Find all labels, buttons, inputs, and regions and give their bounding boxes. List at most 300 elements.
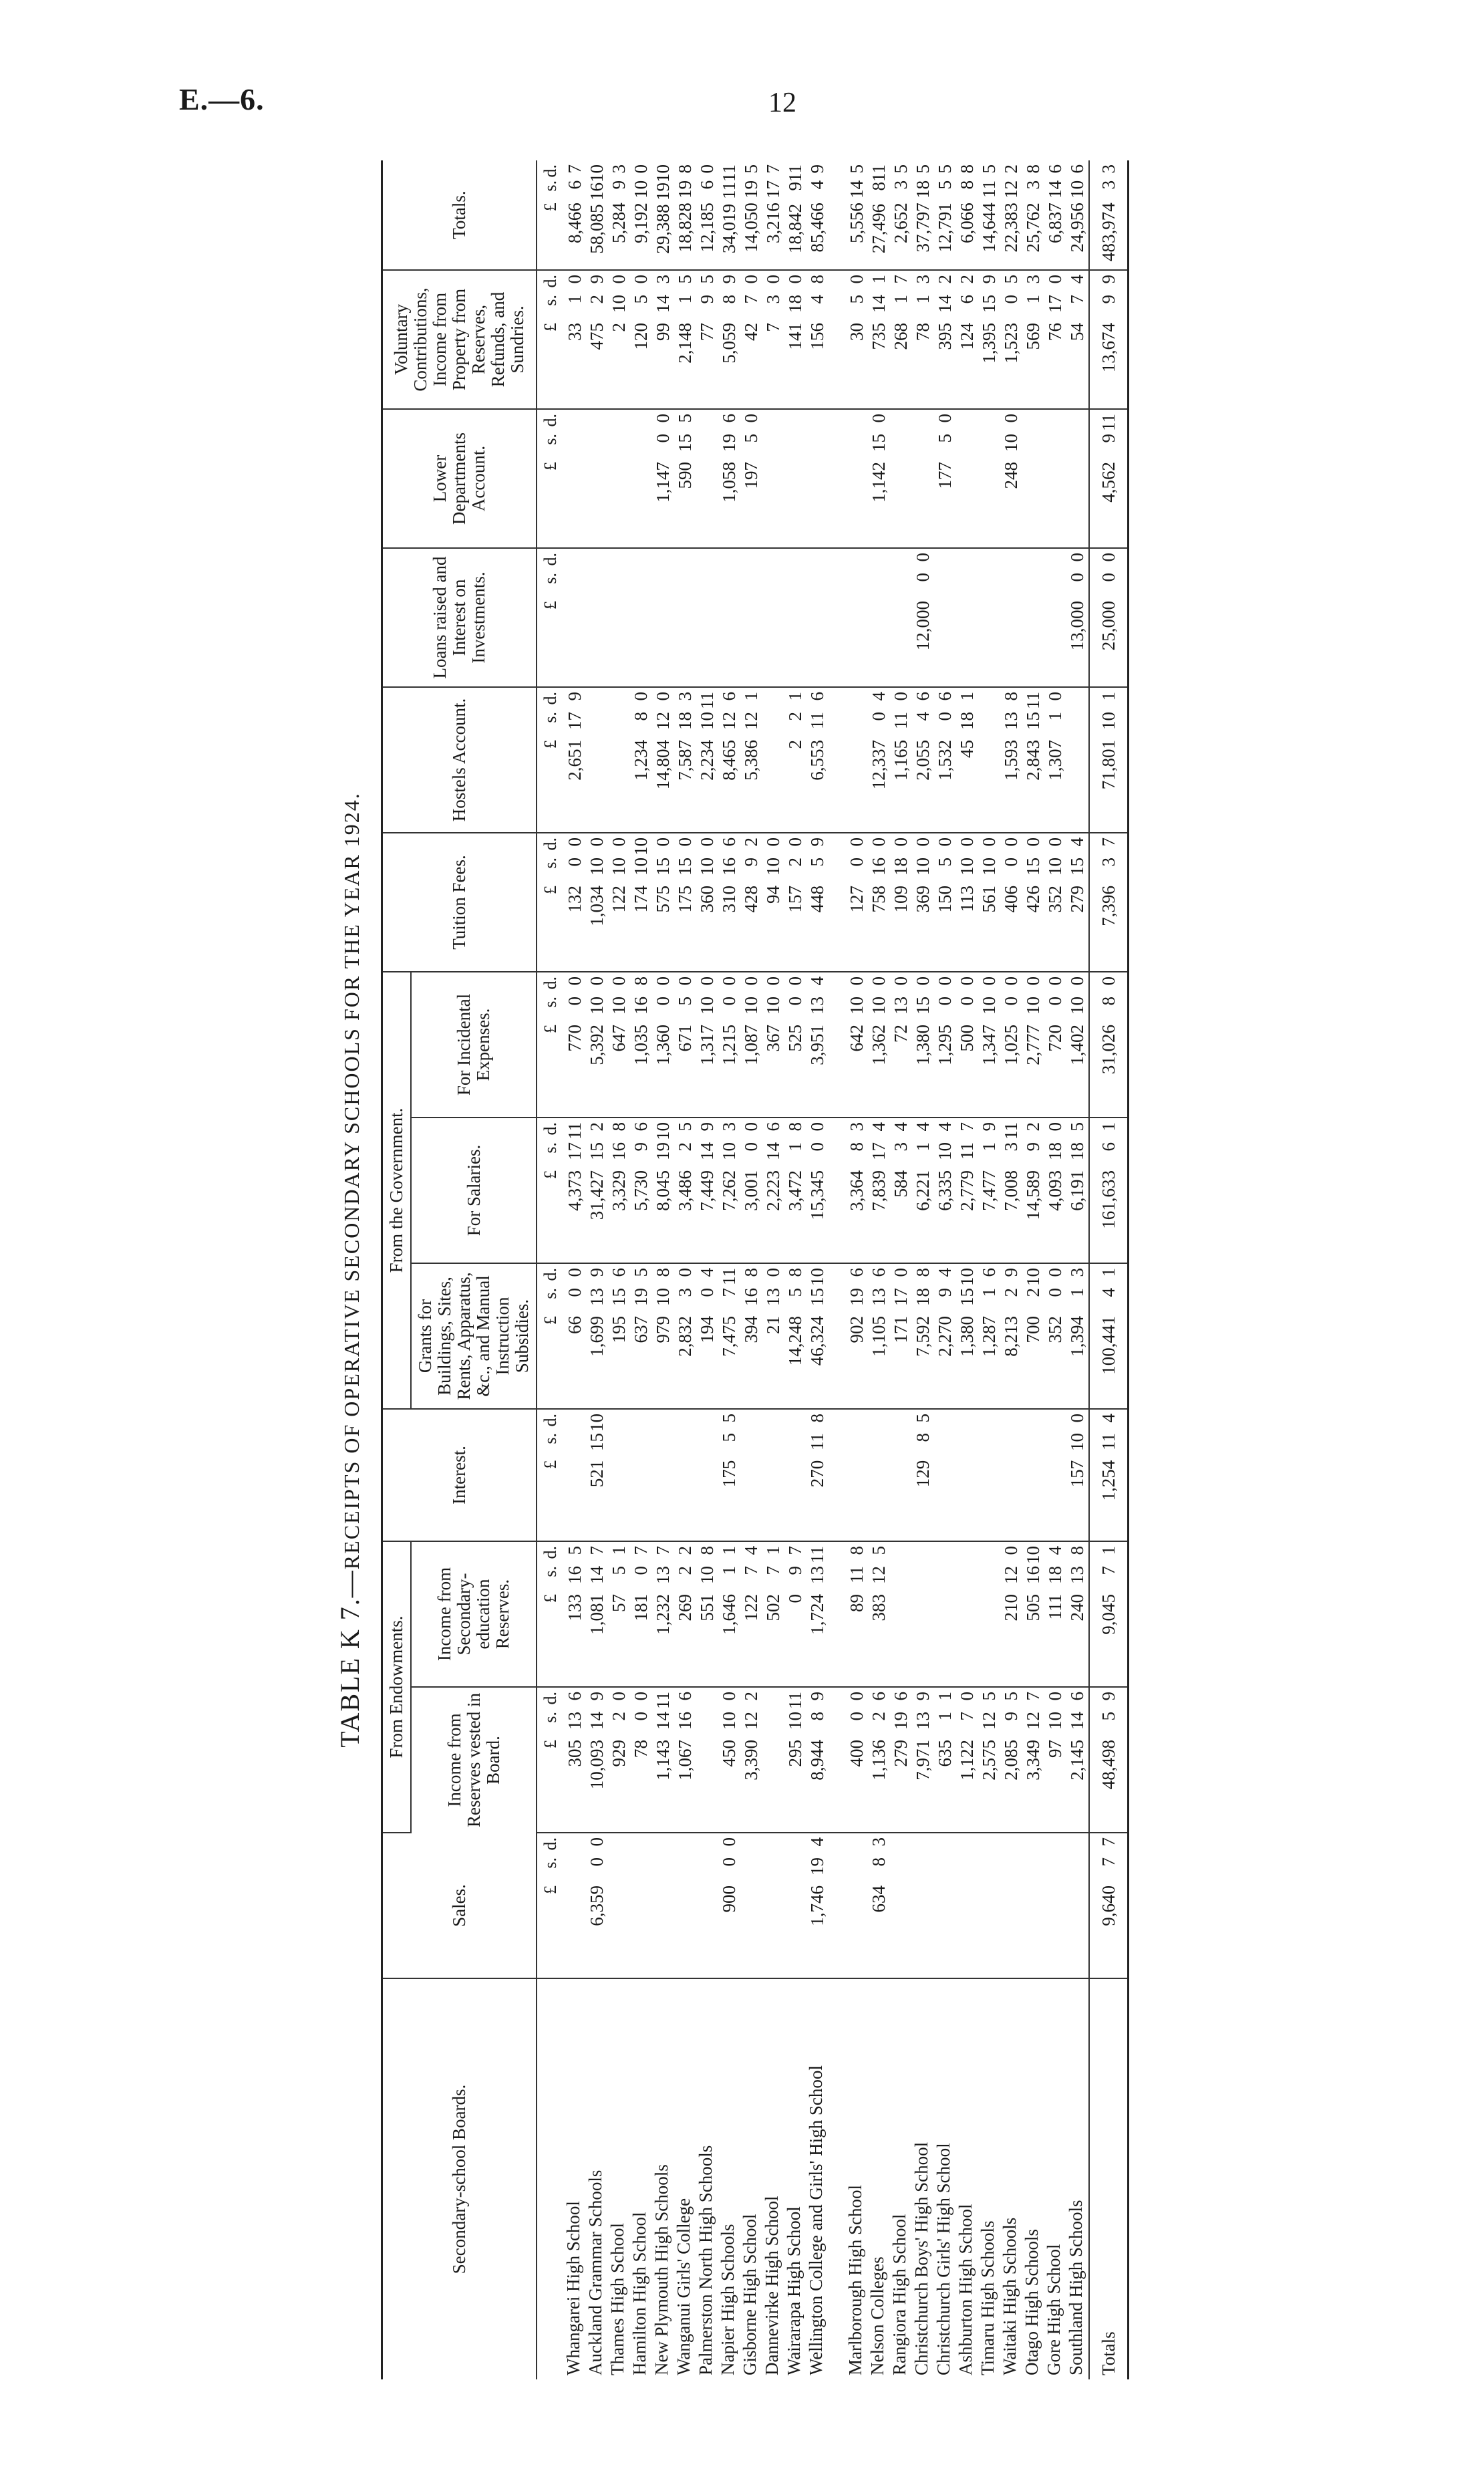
amount-cell bbox=[718, 548, 740, 687]
amount-cell bbox=[1022, 1541, 1044, 1687]
amount-pence: 0 bbox=[1001, 837, 1021, 847]
amount-cell bbox=[1066, 1541, 1089, 1687]
amount-pounds: 194 bbox=[697, 1316, 717, 1343]
amount-pounds: 269 bbox=[675, 1594, 695, 1621]
amount-pounds: 5,284 bbox=[609, 203, 629, 243]
amount-pence: 4 bbox=[1067, 275, 1087, 284]
amount-shillings: 6 bbox=[697, 180, 717, 190]
amount-pence: 0 bbox=[957, 1692, 977, 1701]
amount-pounds: 426 bbox=[1023, 886, 1043, 913]
amount-pounds: 7,396 bbox=[1098, 886, 1119, 926]
amount-pounds: 1,087 bbox=[741, 1025, 761, 1065]
amount-shillings: 9 bbox=[697, 295, 717, 304]
amount-pence: 8 bbox=[913, 1268, 933, 1277]
amount-pence: 1 bbox=[1098, 1546, 1119, 1555]
table-body bbox=[537, 160, 1129, 2379]
amount-cell bbox=[762, 1541, 784, 1687]
amount-pence: 0 bbox=[891, 837, 911, 847]
amount-pounds: 5,730 bbox=[631, 1170, 651, 1211]
amount-pence: 1 bbox=[935, 1692, 955, 1701]
amount-pounds: 635 bbox=[935, 1740, 955, 1767]
amount-shillings: 1 bbox=[913, 1142, 933, 1152]
amount-shillings: 12 bbox=[719, 712, 739, 730]
amount-pounds: £ bbox=[541, 740, 560, 749]
amount-pence: 4 bbox=[935, 1268, 955, 1277]
amount-cell bbox=[806, 548, 829, 687]
col-group-government: From the Government. bbox=[382, 972, 412, 1409]
amount-pence: 0 bbox=[763, 275, 783, 284]
amount-pence: 0 bbox=[1067, 1414, 1087, 1423]
amount-pence: 6 bbox=[763, 1122, 783, 1132]
table-title bbox=[334, 160, 367, 2379]
amount-cell bbox=[934, 1118, 956, 1263]
amount-pounds: 584 bbox=[891, 1170, 911, 1198]
amount-cell bbox=[608, 972, 630, 1118]
amount-pence: d. bbox=[541, 164, 560, 178]
amount-pence: 0 bbox=[869, 837, 889, 847]
amount-pence: 0 bbox=[653, 414, 673, 423]
amount-pounds: 14,050 bbox=[741, 203, 761, 253]
amount-shillings: s. bbox=[541, 712, 560, 723]
amount-shillings: 18 bbox=[1067, 1142, 1087, 1160]
amount-pounds: 12,337 bbox=[869, 740, 889, 790]
amount-pence: 0 bbox=[631, 692, 651, 701]
amount-pounds: 6,335 bbox=[935, 1170, 955, 1211]
amount-shillings: 13 bbox=[807, 1566, 827, 1584]
amount-pence: 0 bbox=[847, 976, 867, 986]
amount-shillings: 9 bbox=[1098, 295, 1119, 304]
amount-shillings: 0 bbox=[869, 712, 889, 721]
amount-pounds: 400 bbox=[847, 1740, 867, 1767]
amount-cell bbox=[762, 548, 784, 687]
amount-cell bbox=[978, 1541, 1000, 1687]
amount-pounds: 33 bbox=[565, 323, 585, 341]
amount-pounds: 127 bbox=[847, 886, 867, 913]
amount-pounds: 5,059 bbox=[719, 323, 739, 364]
amount-shillings: 15 bbox=[609, 1288, 629, 1306]
amount-cell bbox=[868, 972, 890, 1118]
table-row bbox=[890, 160, 912, 2379]
amount-cell bbox=[1044, 160, 1066, 270]
amount-cell bbox=[912, 1687, 934, 1833]
amount-pence: 0 bbox=[763, 1268, 783, 1277]
amount-pounds: 1,593 bbox=[1001, 740, 1021, 781]
amount-cell bbox=[978, 160, 1000, 270]
amount-pence: 10 bbox=[631, 837, 651, 856]
amount-cell bbox=[1066, 1263, 1089, 1409]
amount-pence: 2 bbox=[1001, 164, 1021, 174]
amount-shillings: 10 bbox=[935, 1142, 955, 1160]
amount-shillings: 15 bbox=[957, 1288, 977, 1306]
amount-shillings: 10 bbox=[1067, 180, 1087, 199]
amount-pounds: 450 bbox=[719, 1740, 739, 1767]
amount-pounds: 3,001 bbox=[741, 1170, 761, 1211]
amount-pounds: 157 bbox=[785, 886, 805, 913]
amount-cell bbox=[718, 1833, 740, 1978]
amount-shillings: 7 bbox=[1098, 1857, 1119, 1867]
amount-shillings: 15 bbox=[653, 858, 673, 876]
amount-cell bbox=[784, 1409, 806, 1541]
amount-pence: 6 bbox=[869, 1268, 889, 1277]
amount-cell bbox=[846, 1541, 868, 1687]
amount-cell bbox=[934, 1687, 956, 1833]
amount-cell bbox=[564, 1833, 586, 1978]
amount-pounds: 406 bbox=[1001, 886, 1021, 913]
amount-shillings: 9 bbox=[1023, 1142, 1043, 1152]
amount-shillings: 7 bbox=[719, 1288, 739, 1297]
amount-cell bbox=[784, 1541, 806, 1687]
amount-cell bbox=[1000, 972, 1022, 1118]
amount-cell bbox=[564, 1687, 586, 1833]
amount-shillings: 10 bbox=[1023, 997, 1043, 1015]
amount-shillings: 7 bbox=[957, 1712, 977, 1721]
amount-pence: 9 bbox=[979, 1122, 999, 1132]
amount-pence: 8 bbox=[697, 1546, 717, 1555]
amount-pence: 0 bbox=[1023, 976, 1043, 986]
amount-pence: 5 bbox=[869, 1546, 889, 1555]
amount-pence: 6 bbox=[979, 1268, 999, 1277]
amount-cell bbox=[740, 972, 762, 1118]
table-row bbox=[784, 160, 806, 2379]
amount-shillings: 18 bbox=[1045, 1566, 1065, 1584]
amount-pence: 6 bbox=[719, 692, 739, 701]
amount-pounds: 1,034 bbox=[587, 886, 607, 926]
amount-shillings: 19 bbox=[847, 1288, 867, 1306]
amount-shillings: 14 bbox=[847, 180, 867, 199]
amount-pounds: 10,093 bbox=[587, 1740, 607, 1790]
amount-pounds: 979 bbox=[653, 1316, 673, 1343]
amount-pence: 0 bbox=[891, 1268, 911, 1277]
amount-pounds: £ bbox=[541, 1460, 560, 1469]
amount-shillings: 11 bbox=[979, 180, 999, 198]
amount-cell bbox=[934, 270, 956, 409]
amount-shillings: 0 bbox=[807, 1142, 827, 1152]
board-name: Waitaki High Schools bbox=[1000, 2217, 1020, 2375]
amount-pence: d. bbox=[541, 275, 560, 288]
amount-cell bbox=[1089, 687, 1129, 833]
amount-pence: d. bbox=[541, 1837, 560, 1851]
amount-cell bbox=[912, 409, 934, 548]
amount-pence: 1 bbox=[785, 692, 805, 701]
board-name: Wellington College and Girls' High School bbox=[806, 2065, 826, 2375]
amount-shillings: 5 bbox=[719, 1433, 739, 1442]
amount-cell bbox=[1022, 160, 1044, 270]
amount-pence: 0 bbox=[587, 1837, 607, 1847]
amount-shillings: 18 bbox=[957, 712, 977, 730]
board-name: Ashburton High School bbox=[955, 2204, 976, 2375]
board-name: Nelson Colleges bbox=[867, 2256, 887, 2375]
amount-pence: 6 bbox=[1067, 1692, 1087, 1701]
amount-pence: d. bbox=[541, 1414, 560, 1427]
amount-cell bbox=[630, 1541, 652, 1687]
amount-pence: 0 bbox=[675, 976, 695, 986]
amount-cell bbox=[956, 1833, 978, 1978]
amount-pence: 7 bbox=[785, 1546, 805, 1555]
amount-pence: 9 bbox=[807, 164, 827, 174]
amount-shillings: s. bbox=[541, 180, 560, 192]
amount-cell bbox=[956, 160, 978, 270]
amount-cell bbox=[564, 687, 586, 833]
amount-pence: 7 bbox=[653, 1546, 673, 1555]
amount-shillings: 1 bbox=[565, 295, 585, 304]
amount-shillings: 0 bbox=[631, 1566, 651, 1575]
amount-pence: 10 bbox=[653, 164, 673, 182]
amount-pence: 0 bbox=[697, 164, 717, 174]
amount-shillings: 4 bbox=[913, 712, 933, 721]
amount-shillings: 10 bbox=[719, 1712, 739, 1730]
col-hostels: Hostels Account. bbox=[382, 687, 537, 833]
amount-cell bbox=[718, 1541, 740, 1687]
amount-pounds: 8,045 bbox=[653, 1170, 673, 1211]
amount-shillings: 5 bbox=[741, 434, 761, 443]
amount-pounds: 758 bbox=[869, 886, 889, 913]
amount-pounds: 7,587 bbox=[675, 740, 695, 781]
amount-shillings: 9 bbox=[609, 180, 629, 190]
col-salaries: For Salaries. bbox=[411, 1118, 537, 1263]
amount-shillings: 10 bbox=[869, 997, 889, 1015]
amount-shillings: 7 bbox=[741, 1566, 761, 1575]
amount-cell bbox=[674, 548, 696, 687]
amount-cell bbox=[912, 1833, 934, 1978]
amount-cell bbox=[956, 1409, 978, 1541]
amount-pounds: 37,797 bbox=[913, 203, 933, 253]
amount-pounds: 383 bbox=[869, 1594, 889, 1621]
amount-shillings: 0 bbox=[935, 997, 955, 1006]
amount-pounds: 71,801 bbox=[1098, 740, 1119, 790]
amount-pounds: 177 bbox=[935, 462, 955, 489]
amount-pence: 3 bbox=[869, 1837, 889, 1847]
col-group-endowments: From Endowments. bbox=[382, 1541, 412, 1833]
amount-pence: 0 bbox=[609, 976, 629, 986]
amount-pounds: 14,644 bbox=[979, 203, 999, 253]
amount-cell bbox=[674, 1263, 696, 1409]
amount-cell bbox=[846, 687, 868, 833]
amount-shillings: 10 bbox=[1001, 434, 1021, 452]
amount-pence: 3 bbox=[675, 692, 695, 701]
amount-pence: 0 bbox=[1045, 275, 1065, 284]
amount-cell bbox=[1066, 409, 1089, 548]
amount-pence: 11 bbox=[697, 692, 717, 709]
amount-cell bbox=[564, 409, 586, 548]
amount-pence: d. bbox=[541, 837, 560, 851]
amount-pounds: 14,589 bbox=[1023, 1170, 1043, 1220]
amount-cell bbox=[740, 1118, 762, 1263]
board-name: Auckland Grammar Schools bbox=[585, 2170, 605, 2375]
amount-pence: 0 bbox=[1045, 1122, 1065, 1132]
amount-pounds: 89 bbox=[847, 1594, 867, 1612]
amount-cell bbox=[718, 270, 740, 409]
table-row bbox=[696, 160, 718, 2379]
amount-cell bbox=[674, 833, 696, 972]
amount-pence: 7 bbox=[763, 164, 783, 174]
amount-shillings: 3 bbox=[1098, 180, 1119, 190]
amount-shillings: 5 bbox=[935, 858, 955, 867]
amount-pounds: 7,449 bbox=[697, 1170, 717, 1211]
amount-pounds: 27,496 bbox=[869, 203, 889, 254]
amount-cell bbox=[1066, 833, 1089, 972]
amount-pounds: 12,791 bbox=[935, 203, 955, 253]
amount-pounds: 34,019 bbox=[719, 203, 739, 254]
amount-cell bbox=[806, 1833, 829, 1978]
amount-pence: 0 bbox=[847, 1692, 867, 1701]
amount-pounds: 58,085 bbox=[587, 204, 607, 254]
amount-cell bbox=[608, 160, 630, 270]
amount-cell bbox=[718, 687, 740, 833]
amount-cell bbox=[762, 687, 784, 833]
amount-shillings: 18 bbox=[913, 1288, 933, 1306]
amount-shillings: 10 bbox=[1067, 997, 1087, 1015]
amount-pence: 0 bbox=[957, 837, 977, 847]
amount-pounds: 360 bbox=[697, 886, 717, 913]
amount-shillings: 10 bbox=[979, 858, 999, 876]
amount-cell bbox=[608, 270, 630, 409]
amount-cell bbox=[912, 548, 934, 687]
amount-cell bbox=[956, 687, 978, 833]
amount-cell bbox=[740, 687, 762, 833]
amount-shillings: 15 bbox=[1023, 858, 1043, 876]
amount-pence: 8 bbox=[785, 1122, 805, 1132]
amount-cell bbox=[1000, 1541, 1022, 1687]
amount-pence: 5 bbox=[631, 1268, 651, 1277]
amount-shillings: 18 bbox=[891, 858, 911, 876]
amount-pence: 3 bbox=[913, 275, 933, 284]
amount-cell bbox=[696, 548, 718, 687]
amount-shillings: 6 bbox=[957, 295, 977, 304]
amount-pounds: 31,026 bbox=[1098, 1025, 1119, 1075]
amount-pounds: 720 bbox=[1045, 1025, 1065, 1052]
amount-pounds: 3,951 bbox=[807, 1025, 827, 1065]
amount-pence: 8 bbox=[807, 275, 827, 284]
amount-pence: 10 bbox=[587, 1414, 607, 1432]
amount-pence: 2 bbox=[741, 837, 761, 847]
amount-cell bbox=[696, 1541, 718, 1687]
amount-shillings: 5 bbox=[1098, 1712, 1119, 1721]
amount-cell bbox=[740, 548, 762, 687]
amount-cell bbox=[846, 1687, 868, 1833]
amount-shillings: 16 bbox=[869, 858, 889, 876]
amount-cell bbox=[912, 1263, 934, 1409]
amount-shillings: 1 bbox=[1045, 712, 1065, 721]
amount-shillings: 16 bbox=[675, 1712, 695, 1730]
amount-pence: 0 bbox=[1045, 692, 1065, 701]
table-row bbox=[846, 160, 868, 2379]
amount-pence: 6 bbox=[1045, 164, 1065, 174]
amount-cell bbox=[652, 972, 674, 1118]
amount-pence: 4 bbox=[913, 1122, 933, 1132]
amount-shillings: 19 bbox=[653, 1142, 673, 1160]
amount-cell bbox=[674, 1541, 696, 1687]
amount-cell bbox=[956, 833, 978, 972]
col-incidental: For Incidental Expenses. bbox=[411, 972, 537, 1118]
amount-pounds: 25,000 bbox=[1098, 601, 1119, 651]
amount-pounds: 352 bbox=[1045, 1316, 1065, 1343]
amount-cell bbox=[740, 1263, 762, 1409]
amount-shillings: 0 bbox=[565, 997, 585, 1006]
amount-pounds: 161,633 bbox=[1098, 1170, 1119, 1229]
col-tuition: Tuition Fees. bbox=[382, 833, 537, 972]
amount-shillings: 7 bbox=[741, 295, 761, 304]
amount-pence: 0 bbox=[587, 976, 607, 986]
amount-pounds: 1,347 bbox=[979, 1025, 999, 1065]
amount-pence: 0 bbox=[631, 1692, 651, 1701]
amount-cell bbox=[890, 160, 912, 270]
amount-cell bbox=[1089, 1687, 1129, 1833]
amount-cell bbox=[1044, 972, 1066, 1118]
amount-cell bbox=[1089, 409, 1129, 548]
amount-shillings: 16 bbox=[565, 1566, 585, 1584]
amount-cell bbox=[674, 1833, 696, 1978]
amount-shillings: 19 bbox=[807, 1857, 827, 1875]
amount-shillings: 15 bbox=[1023, 712, 1043, 730]
amount-cell bbox=[740, 160, 762, 270]
amount-shillings: 10 bbox=[847, 997, 867, 1015]
amount-shillings: 10 bbox=[609, 997, 629, 1015]
amount-pounds: 502 bbox=[763, 1594, 783, 1621]
amount-cell bbox=[586, 687, 608, 833]
amount-pence: 0 bbox=[935, 976, 955, 986]
amount-pence: 3 bbox=[653, 275, 673, 284]
amount-pounds: 14,248 bbox=[785, 1316, 805, 1366]
amount-cell bbox=[564, 1118, 586, 1263]
amount-pence: 5 bbox=[675, 1122, 695, 1132]
table-row bbox=[868, 160, 890, 2379]
amount-pounds: 647 bbox=[609, 1025, 629, 1052]
amount-shillings: 3 bbox=[1001, 1142, 1021, 1152]
amount-cell bbox=[1022, 1409, 1044, 1541]
amount-cell bbox=[806, 972, 829, 1118]
amount-cell bbox=[978, 833, 1000, 972]
amount-pounds: 310 bbox=[719, 886, 739, 913]
amount-pence: 0 bbox=[697, 976, 717, 986]
amount-shillings: 8 bbox=[631, 712, 651, 721]
amount-pounds: 150 bbox=[935, 886, 955, 913]
amount-shillings: s. bbox=[541, 1712, 560, 1723]
amount-pence: 0 bbox=[1067, 976, 1087, 986]
amount-shillings: 10 bbox=[587, 997, 607, 1015]
amount-cell bbox=[630, 1263, 652, 1409]
amount-pounds: 1,360 bbox=[653, 1025, 673, 1065]
amount-pounds: 113 bbox=[957, 886, 977, 912]
amount-pounds: 2,148 bbox=[675, 323, 695, 364]
amount-pence: 2 bbox=[587, 1122, 607, 1132]
amount-cell bbox=[586, 409, 608, 548]
amount-cell bbox=[1089, 1833, 1129, 1978]
amount-pounds: 111 bbox=[1045, 1594, 1065, 1620]
amount-cell bbox=[912, 833, 934, 972]
amount-cell bbox=[934, 1833, 956, 1978]
amount-shillings: 19 bbox=[675, 180, 695, 199]
amount-cell bbox=[652, 1118, 674, 1263]
amount-cell bbox=[564, 833, 586, 972]
amount-pence: 2 bbox=[1023, 1122, 1043, 1132]
board-name: Dannevirke High School bbox=[762, 2196, 782, 2375]
amount-shillings: 14 bbox=[1067, 1712, 1087, 1730]
amount-shillings: 0 bbox=[1001, 858, 1021, 867]
amount-pence: 0 bbox=[935, 414, 955, 423]
amount-pence: 9 bbox=[979, 275, 999, 284]
amount-shillings: 0 bbox=[785, 997, 805, 1006]
amount-cell bbox=[696, 972, 718, 1118]
amount-pounds: 394 bbox=[741, 1316, 761, 1343]
amount-pounds: 129 bbox=[913, 1460, 933, 1488]
amount-pence: 0 bbox=[609, 837, 629, 847]
amount-pence: 0 bbox=[785, 275, 805, 284]
amount-shillings: 4 bbox=[807, 295, 827, 304]
amount-pounds: £ bbox=[541, 462, 560, 471]
amount-pounds: 8,466 bbox=[565, 203, 585, 243]
amount-shillings: 16 bbox=[741, 1288, 761, 1306]
amount-cell bbox=[652, 1687, 674, 1833]
